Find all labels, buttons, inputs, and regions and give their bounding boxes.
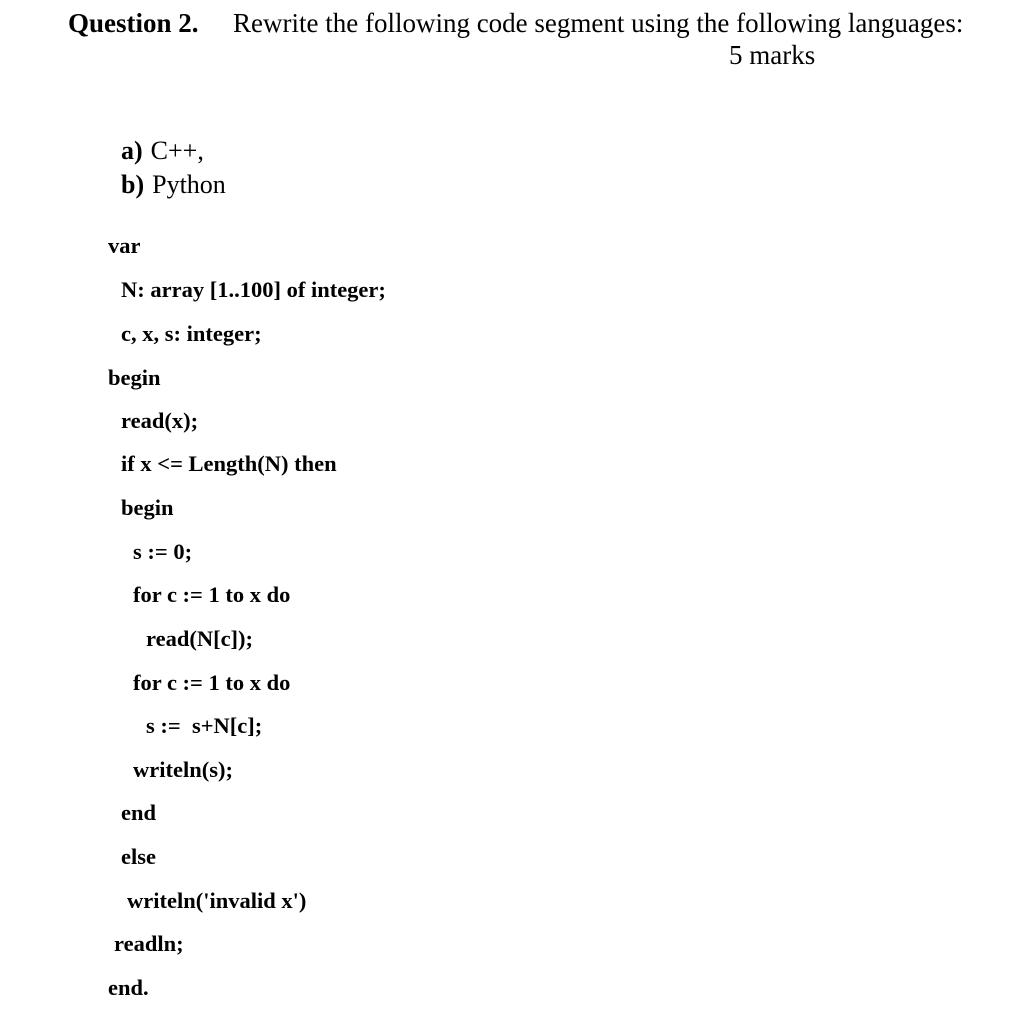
option-letter: b) [121,170,145,199]
option-text: C++, [150,136,204,165]
code-line: if x <= Length(N) then [121,451,337,476]
code-line: var [108,233,141,258]
marks-value: 5 marks [729,40,816,70]
question-label: Question 2. [68,8,199,38]
code-line: c, x, s: integer; [121,321,262,346]
code-line: for c := 1 to x do [133,670,291,695]
code-line: else [121,844,156,869]
code-line: read(x); [121,408,199,433]
code-line: N: array [1..100] of integer; [121,277,386,302]
question-prompt: Rewrite the following code segment using the following languages: [233,8,964,38]
code-line: begin [121,495,174,520]
option-text: Python [152,170,226,199]
code-line: begin [108,365,161,390]
code-line: s := s+N[c]; [146,713,263,738]
code-line: writeln('invalid x') [127,888,307,913]
code-line: readln; [114,931,184,956]
code-line: for c := 1 to x do [133,582,291,607]
code-line: s := 0; [133,539,193,564]
code-line: writeln(s); [133,757,233,782]
code-line: read(N[c]); [146,626,254,651]
code-line: end [121,800,157,825]
code-line: end. [108,975,149,1000]
option-letter: a) [121,136,143,165]
option-b [108,140,226,200]
